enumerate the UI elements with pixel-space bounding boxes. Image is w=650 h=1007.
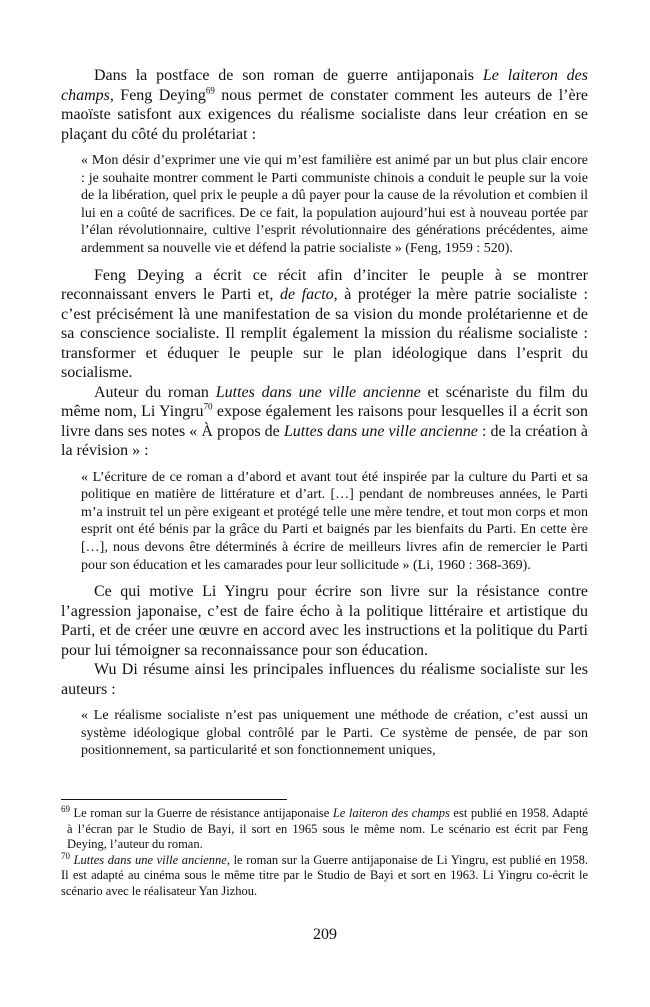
footnote xyxy=(61,803,588,853)
italic-title: Luttes dans une ville ancienne xyxy=(73,852,227,867)
italic-title: Le laiteron des champs xyxy=(61,67,588,104)
text-run: Ce qui motive Li Yingru pour écrire son livre sur la résistance contre l’agression japonaise, c’est de faire écho à la politique littéraire et artistique du Parti, et de créer une œuvre en accord avec les instructions et la politique du Parti pour lui témoigner sa reconnaissance pour son éducation. xyxy=(61,583,588,659)
paragraph xyxy=(61,66,588,144)
paragraph xyxy=(61,383,588,461)
text-run: Le roman sur la Guerre de résistance antijaponaise xyxy=(70,806,333,820)
text-run: expose également les raisons pour lesquelles il a écrit son livre dans ses notes « À propos de xyxy=(61,403,588,440)
page-body xyxy=(61,66,588,768)
footnote-ref: 70 xyxy=(61,850,70,861)
text-run: « L’écriture de ce roman a d’abord et avant tout été inspirée par la culture du Parti et sa politique en matière de littérature et d’art. […] pendant de nombreuses années, le Parti m’a instruit tel un père exigeant et protégé telle une mère tendre, et tout mon corps et mon esprit ont été bénis par la grâce du Parti et baignés par les bienfaits du Parti. En cette ère […], nous devons être déterminés à écrire de meilleurs livres afin de remercier le Parti pour son éducation et les camarades pour leur sollicitude » (Li, 1960 : 368-369). xyxy=(81,469,588,573)
italic-title: Luttes dans une ville ancienne xyxy=(283,422,478,440)
text-run: et scénariste du film du même nom, Li Yingru xyxy=(61,383,588,421)
text-run: , le roman sur la Guerre antijaponaise de Li Yingru, est publié en 1958. Il est adapté au cinéma sous le même titre par le Studio de Bayi et sort en 1963. Li Yingru co-écrit le scénario avec le réalisateur Yan Jizhou. xyxy=(61,852,589,898)
text-run: Feng Deying a écrit ce récit afin d’inciter le peuple à se montrer reconnaissant envers le Parti et, xyxy=(61,266,588,304)
italic-title: Luttes dans une ville ancienne xyxy=(215,383,421,401)
text-run: « Le réalisme socialiste n’est pas uniquement une méthode de création, c’est aussi un système idéologique global contrôlé par le Parti. Ce système de pensée, de par son positionnement, sa particularité et son fonctionnement uniques, xyxy=(81,708,588,759)
text-run: Wu Di résume ainsi les principales influences du réalisme socialiste sur les auteurs : xyxy=(61,661,588,698)
text-run: Auteur du roman xyxy=(94,383,216,401)
block-quote xyxy=(81,707,588,760)
text-run: : de la création à la révision » : xyxy=(61,422,589,460)
paragraph xyxy=(61,660,588,699)
italic-title: de facto xyxy=(280,286,334,304)
footnote xyxy=(61,850,589,900)
italic-title: Le laiteron des champs xyxy=(332,806,450,820)
paragraph xyxy=(61,266,588,383)
footnote-ref: 70 xyxy=(203,401,213,412)
page-number: 209 xyxy=(313,926,337,943)
paragraph xyxy=(61,582,588,660)
text-run: , Feng Deying xyxy=(109,86,206,104)
text-run: est publié en 1958. Adapté à l’écran par le Studio de Bayi, il sort en 1965 sous le même nom. Le scénario est écrit par Feng Deying, l’auteur du roman. xyxy=(67,806,588,852)
block-quote xyxy=(81,152,588,258)
text-run: , à protéger la mère patrie socialiste : c’est précisément là une manifestation de sa vision du monde prolétarienne et de sa conscience socialiste. Il remplit également la mission du réalisme socialiste : transformer et éduquer le peuple sur le plan idéologique dans l’esprit du socialisme. xyxy=(61,286,588,382)
footnotes xyxy=(61,803,589,900)
footnote-ref: 69 xyxy=(205,85,215,96)
footnote-ref: 69 xyxy=(61,803,70,814)
block-quote xyxy=(81,469,588,575)
text-run: nous permet de constater comment les auteurs de l’ère maoïste satisfont aux exigences du réalisme socialiste dans leur création en se plaçant du côté du prolétariat : xyxy=(61,86,588,143)
footnote-separator xyxy=(61,799,287,800)
text-run: « Mon désir d’exprimer une vie qui m’est familière est animé par un but plus clair encore : je souhaite montrer comment le Parti communiste chinois a conduit le peuple sur la voie de la libération, quel prix le peuple a dû payer pour la cause de la révolution et combien il lui en a coûté de sacrifices. De ce fait, la population aujourd’hui est à nouveau portée par l’élan révolutionnaire, cultive l’esprit révolutionnaire des générations précédentes, aime ardemment sa nouvelle vie et défend la patrie socialiste » (Feng, 1959 : 520). xyxy=(81,153,588,256)
text-run: Dans la postface de son roman de guerre antijaponais xyxy=(94,67,483,84)
